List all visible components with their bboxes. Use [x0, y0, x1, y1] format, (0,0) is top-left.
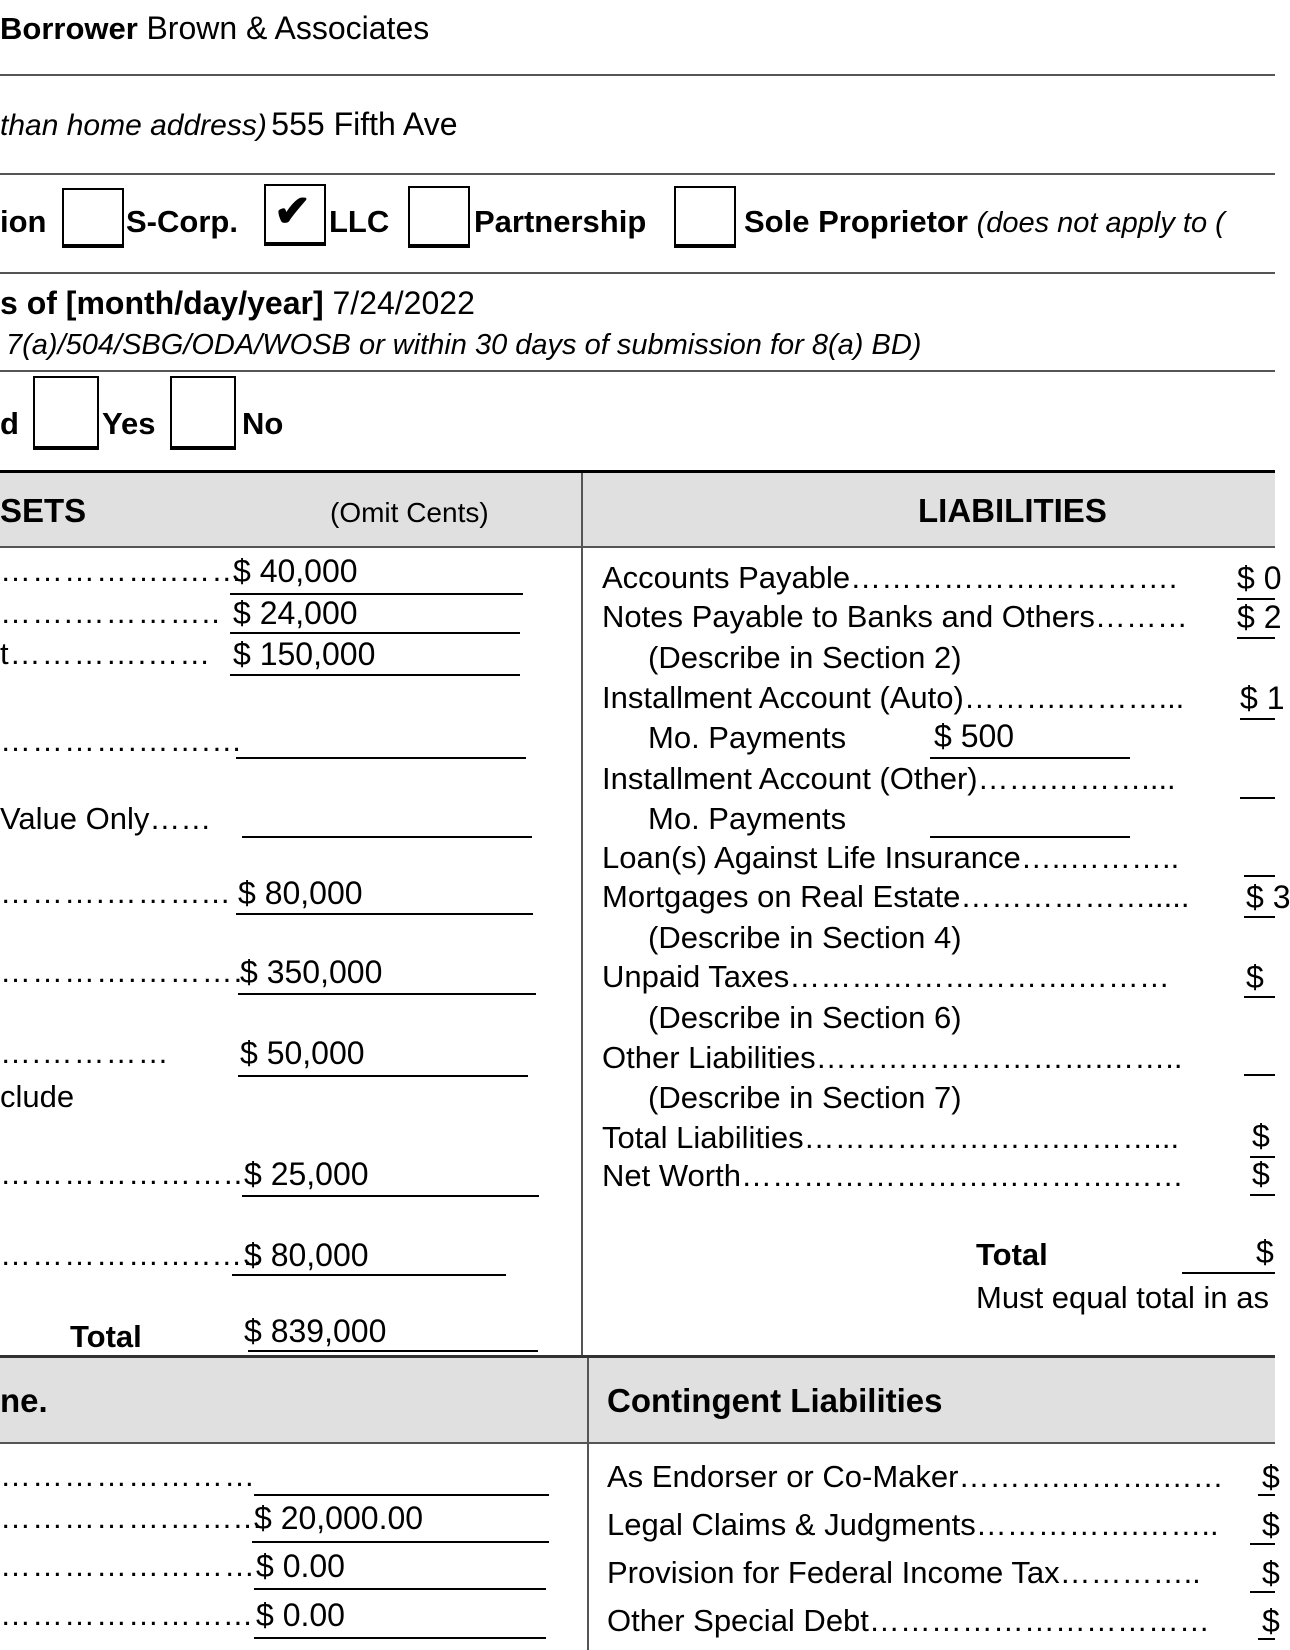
scorp-label: S-Corp.: [126, 204, 238, 239]
address-row: [0, 106, 457, 143]
value-underline: [930, 836, 1130, 838]
value-underline: [1250, 1543, 1275, 1545]
liability-row-label: Notes Payable to Banks and Others………: [602, 599, 1188, 634]
asset-row-label: clude: [0, 1079, 75, 1114]
divider: [0, 173, 1275, 175]
yes-label: Yes: [102, 406, 156, 441]
asset-row-value[interactable]: $ 24,000: [233, 595, 358, 631]
column-divider: [587, 1358, 589, 1650]
no-checkbox[interactable]: [170, 376, 236, 450]
value-underline: [238, 993, 536, 995]
liability-row-label: Installment Account (Auto)……….………...: [602, 680, 1185, 715]
income-row-label: …………….……...: [0, 1500, 263, 1535]
value-underline: [254, 1637, 546, 1639]
value-underline: [1244, 875, 1275, 877]
liability-row-label: Net Worth……………………………….……: [602, 1158, 1184, 1193]
omit-cents-note: (Omit Cents): [330, 497, 489, 528]
yesno-prefix: d: [0, 406, 19, 441]
contingent-row-value[interactable]: $: [1262, 1603, 1280, 1639]
liability-row-label: Other Liabilities……………………….……..: [602, 1040, 1183, 1075]
contingent-row-label: As Endorser or Co-Maker……….……….……: [607, 1459, 1224, 1494]
date-row: [0, 285, 475, 322]
income-row-label: …………………...: [0, 1597, 253, 1632]
asset-row-label: …….…………..: [0, 595, 221, 630]
income-row-value[interactable]: $ 0.00: [256, 1548, 345, 1584]
mo-payments-label: Mo. Payments: [648, 720, 847, 755]
divider: [0, 272, 1275, 274]
borrower-row: [0, 10, 429, 47]
address-label: than home address): [0, 109, 267, 142]
llc-checkbox[interactable]: [408, 186, 470, 248]
contingent-row-value[interactable]: $: [1262, 1507, 1280, 1543]
divider: [0, 370, 1275, 372]
income-row-value[interactable]: $ 20,000.00: [254, 1500, 424, 1536]
liabilities-total-label: Total: [976, 1237, 1048, 1272]
date-label: s of [month/day/year]: [0, 285, 324, 321]
checkmark-icon: ✔: [274, 187, 311, 236]
asset-row-value[interactable]: $ 40,000: [233, 553, 358, 589]
value-underline: [252, 1541, 549, 1543]
liability-row-label: Accounts Payable……………….………….: [602, 560, 1178, 595]
income-row-label: ……………………: [0, 1458, 256, 1493]
value-underline: [242, 1195, 539, 1197]
assets-title: SETS: [0, 492, 87, 529]
asset-row-label: …………………..: [0, 1156, 244, 1191]
value-underline: [1244, 1074, 1275, 1076]
liabilities-total-value[interactable]: $: [1256, 1234, 1274, 1270]
column-divider: [581, 473, 583, 1355]
asset-row-value[interactable]: $ 80,000: [244, 1237, 369, 1273]
scorp-checkbox[interactable]: [264, 184, 326, 246]
value-underline: [1240, 797, 1275, 799]
contingent-row-label: Other Special Debt……………………………: [607, 1603, 1210, 1638]
asset-row-label: ……….………...: [0, 875, 231, 910]
value-underline: [230, 632, 520, 634]
contingent-row-value[interactable]: $: [1262, 1555, 1280, 1591]
sole-row: [744, 204, 1225, 240]
value-underline: [254, 1588, 546, 1590]
asset-row-label: ………………..…..: [0, 1237, 263, 1272]
address-value[interactable]: 555 Fifth Ave: [271, 106, 458, 142]
entity-prefix: ion: [0, 204, 47, 239]
liability-row-value[interactable]: $: [1252, 1156, 1270, 1192]
asset-row-label: ……………..……: [0, 553, 244, 588]
liability-row-value[interactable]: $ 0: [1237, 560, 1282, 596]
liability-row-label: Mortgages on Real Estate……………….....: [602, 879, 1190, 914]
partnership-checkbox[interactable]: [674, 186, 736, 248]
asset-row-value[interactable]: $ 25,000: [244, 1156, 369, 1192]
divider: [0, 1442, 1275, 1444]
liability-row-label: Loan(s) Against Life Insurance…..………..: [602, 840, 1180, 875]
liability-row-note: (Describe in Section 6): [648, 1000, 962, 1035]
value-underline: [1237, 637, 1275, 639]
borrower-value[interactable]: Brown & Associates: [146, 10, 430, 46]
asset-row-label: ….…………: [0, 1035, 170, 1070]
liability-row-value[interactable]: $ 1: [1240, 680, 1285, 716]
asset-row-label: Value Only……: [0, 801, 212, 836]
liabilities-title: LIABILITIES: [918, 492, 1107, 529]
no-label: No: [242, 406, 284, 441]
liability-row-value[interactable]: $: [1246, 959, 1264, 995]
value-underline: [1250, 1194, 1275, 1196]
liability-row-label: Unpaid Taxes……………………….………: [602, 959, 1170, 994]
sole-note: (does not apply to (: [976, 207, 1225, 239]
value-underline: [236, 757, 526, 759]
income-row-value[interactable]: $ 0.00: [256, 1597, 345, 1633]
contingent-row-label: Legal Claims & Judgments…………….……..: [607, 1507, 1219, 1542]
mo-payments-value[interactable]: $ 500: [934, 718, 1015, 754]
value-underline: [1244, 916, 1275, 918]
income-row-label: ……………………: [0, 1548, 256, 1583]
asset-row-label: ………….……….: [0, 954, 244, 989]
asset-row-label: ………….…….…: [0, 723, 244, 758]
liability-row-note: (Describe in Section 2): [648, 640, 962, 675]
sole-label: Sole Proprietor: [744, 204, 968, 239]
asset-row-label: t………….……: [0, 636, 212, 671]
corp-checkbox[interactable]: [62, 188, 124, 248]
date-note: 7(a)/504/SBG/ODA/WOSB or within 30 days of submission for 8(a) BD): [6, 329, 922, 361]
partnership-label: Partnership: [474, 204, 647, 239]
value-underline: [242, 836, 532, 838]
assets-total-value[interactable]: $ 839,000: [244, 1313, 387, 1349]
value-underline: [1258, 1494, 1275, 1496]
value-underline: [1240, 718, 1275, 720]
assets-total-label: Total: [70, 1319, 142, 1354]
liabilities-total-note: Must equal total in as: [976, 1280, 1269, 1315]
value-underline: [1244, 996, 1275, 998]
divider: [0, 74, 1275, 76]
value-underline: [236, 913, 533, 915]
divider: [0, 546, 1275, 548]
mo-payments-label: Mo. Payments: [648, 801, 847, 836]
value-underline: [1182, 1272, 1275, 1274]
llc-label: LLC: [329, 204, 390, 239]
borrower-label: Borrower: [0, 11, 138, 46]
value-underline: [1258, 1638, 1275, 1640]
income-title: ne.: [0, 1382, 48, 1419]
contingent-title: Contingent Liabilities: [607, 1382, 943, 1419]
contingent-row-label: Provision for Federal Income Tax…………..: [607, 1555, 1201, 1590]
liability-row-label: Installment Account (Other)…….………....: [602, 761, 1176, 796]
value-underline: [930, 757, 1130, 759]
value-underline: [248, 1350, 538, 1352]
value-underline: [1250, 1591, 1275, 1593]
value-underline: [230, 674, 520, 676]
liability-row-value[interactable]: $ 3: [1246, 879, 1290, 915]
yes-checkbox[interactable]: [33, 376, 99, 450]
liability-row-note: (Describe in Section 7): [648, 1080, 962, 1115]
date-value[interactable]: 7/24/2022: [332, 285, 475, 321]
liability-row-value[interactable]: $ 2: [1237, 599, 1282, 635]
asset-row-value[interactable]: $ 150,000: [233, 636, 376, 672]
value-underline: [232, 1274, 506, 1276]
value-underline: [238, 1075, 528, 1077]
contingent-row-value[interactable]: $: [1262, 1459, 1280, 1495]
liability-row-value[interactable]: $: [1252, 1118, 1270, 1154]
asset-row-value[interactable]: $ 350,000: [240, 954, 383, 990]
asset-row-value[interactable]: $ 50,000: [240, 1035, 365, 1071]
liability-row-note: (Describe in Section 4): [648, 920, 962, 955]
value-underline: [254, 1494, 549, 1496]
asset-row-value[interactable]: $ 80,000: [238, 875, 363, 911]
liability-row-label: Total Liabilities…………………….………...: [602, 1120, 1180, 1155]
